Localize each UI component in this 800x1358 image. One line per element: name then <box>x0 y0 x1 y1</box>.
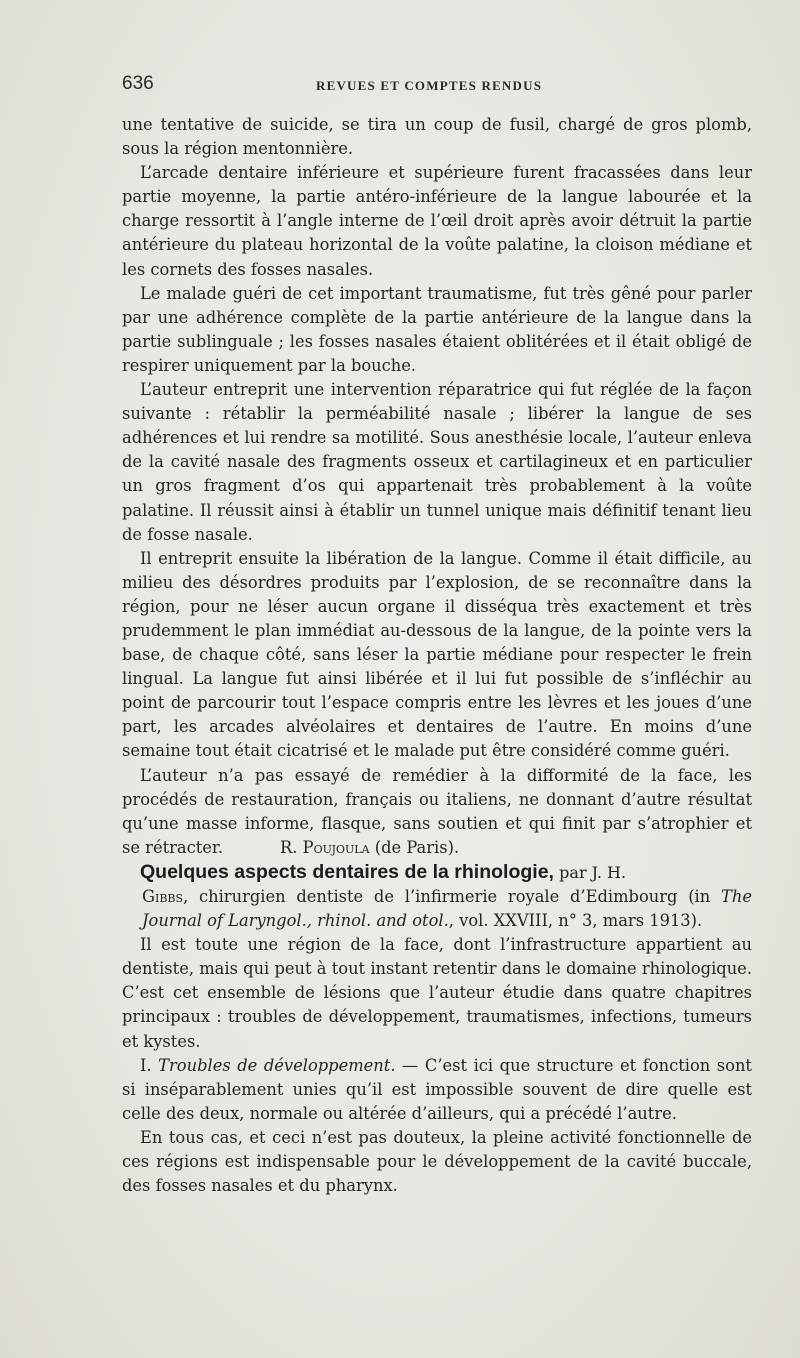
paragraph-3: Le malade guéri de cet important traumatisme, fut très gêné pour parler par une adhérence complète de la partie antérieure de la langue dans la partie sublinguale ; les fosses nasales étaient oblitérées et il était obligé de respirer uniquement par la bouche. <box>122 283 752 375</box>
paragraph-6 <box>122 764 752 860</box>
article-reference: , vol. XXVIII, n° 3, mars 1913). <box>448 911 703 931</box>
paragraph-5: Il entreprit ensuite la libération de la langue. Comme il était difficile, au milieu des désordres produits par l’explosion, de se reconnaître dans la région, pour ne léser aucun organe il disséqua très exactement et très prudemment le plan immédiat au-dessous de la langue, de la pointe vers la base, de chaque côté, sans léser la partie médiane pour respecter le frein lingual. La langue fut ainsi libérée et il lui fut possible de s’infléchir au point de parcourir tout l’espace compris entre les lèvres et les joues d’une part, les arcades alvéolaires et dentaires de l’autre. En moins d’une semaine tout était cicatrisé et le malade put être considéré comme guéri. <box>122 548 752 761</box>
paragraph-8 <box>122 1054 752 1126</box>
paragraph-7: Il est toute une région de la face, dont l’infrastructure appartient au dentiste, mais qui peut à tout instant retentir dans le domaine rhinologique. C’est cet ensemble de lésions que l’auteur étudie dans quatre chapitres principaux : troubles de développement, traumatismes, infections, tumeurs et kystes. <box>122 935 752 1051</box>
article-affiliation: , chirurgien dentiste de l’infirmerie royale d’Edimbourg (in <box>183 887 722 906</box>
article-journal: The Journal of Laryngol., rhinol. and otol. <box>142 887 752 931</box>
running-title: REVUES ET COMPTES RENDUS <box>316 78 543 93</box>
paragraph-1: une tentative de suicide, se tira un coup de fusil, chargé de gros plomb, sous la région mentonnière. <box>122 115 752 159</box>
review-signature-place: (de Paris). <box>374 837 460 857</box>
paragraph-8-text: — C’est ici que structure et fonction sont si inséparablement unies qu’il est impossible souvent de dire quelle est celle des deux, normale ou altérée d’ailleurs, qui a précédé l’autre. <box>122 1055 752 1123</box>
paragraph-9: En tous cas, et ceci n’est pas douteux, la pleine activité fonctionnelle de ces régions est indispensable pour le développement de la cavité buccale, des fosses nasales et du pharynx. <box>122 1127 752 1196</box>
article-heading <box>122 860 752 885</box>
article-author: Gibbs <box>142 887 184 906</box>
page-header <box>122 73 722 97</box>
section-title: Troubles de développement. <box>158 1055 396 1075</box>
paragraph-4: L’auteur entreprit une intervention réparatrice qui fut réglée de la façon suivante : rétablir la perméabilité nasale ; libérer la langue de ses adhérences et lui rendre sa motilité. Sous anesthésie locale, l’auteur enleva de la cavité nasale des fragments osseux et cartilagineux et en particulier un gros fragment d’os qui appartenait très probablement à la voûte palatine. Il réussit ainsi à établir un tunnel unique mais définitif tenant lieu de fosse nasale. <box>122 380 752 544</box>
review-signature-author: R. Poujoula <box>280 837 370 857</box>
section-label: I. <box>140 1055 159 1075</box>
paragraph-2: L’arcade dentaire inférieure et supérieure furent fracassées dans leur partie moyenne, la partie antéro-inférieure de la langue labourée et la charge ressortit à l’angle interne de l’œil droit après avoir détruit la partie antérieure du plateau horizontal de la voûte palatine, la cloison médiane et les cornets des fosses nasales. <box>122 163 752 279</box>
page-number: 636 <box>122 73 154 94</box>
article-title: Quelques aspects dentaires de la rhinologie, <box>140 860 554 883</box>
article-by: par J. H. <box>559 862 627 882</box>
body-text <box>122 113 752 1198</box>
article-citation <box>122 885 752 933</box>
paragraph-6-text: L’auteur n’a pas essayé de remédier à la difformité de la face, les procédés de restauration, français ou italiens, ne donnant d’autre résultat qu’une masse informe, flasque, sans soutien et qui finit par s’atrophier et se rétracter. <box>122 765 752 857</box>
